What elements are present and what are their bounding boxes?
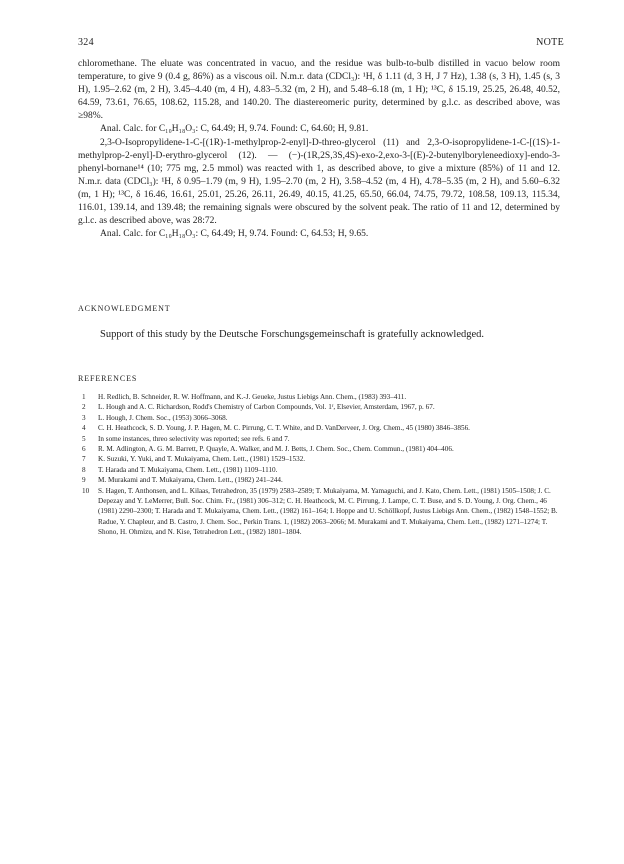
reference-item bbox=[78, 454, 560, 464]
reference-text: K. Suzuki, Y. Yuki, and T. Mukaiyama, Chem. Lett., (1981) 1529–1532. bbox=[98, 455, 306, 464]
reference-item bbox=[78, 486, 560, 538]
reference-text: L. Hough, J. Chem. Soc., (1953) 3066–3068. bbox=[98, 413, 228, 422]
reference-item bbox=[78, 475, 560, 485]
reference-item bbox=[78, 444, 560, 454]
reference-text: H. Redlich, B. Schneider, R. W. Hoffmann, and K.-J. Geueke, Justus Liebigs Ann. Chem., (1983) 393–411. bbox=[98, 393, 407, 401]
reference-text: R. M. Adlington, A. G. M. Barrett, P. Quayle, A. Walker, and M. J. Betts, J. Chem. Soc., Chem. Commun., (1981) 404–406. bbox=[98, 445, 454, 454]
reference-item bbox=[78, 434, 560, 444]
reference-item bbox=[78, 465, 560, 475]
reference-text: T. Harada and T. Mukaiyama, Chem. Lett., (1981) 1109–1110. bbox=[98, 465, 278, 474]
reference-number: 1 bbox=[82, 393, 86, 401]
reference-number: 5 bbox=[82, 434, 86, 443]
reference-number: 9 bbox=[82, 476, 86, 485]
reference-number: 8 bbox=[82, 465, 86, 474]
acknowledgment-text: Support of this study by the Deutsche Forschungsgemeinschaft is gratefully acknowledged. bbox=[100, 329, 485, 340]
reference-text: In some instances, threo selectivity was reported; see refs. 6 and 7. bbox=[98, 434, 290, 443]
running-head: NOTE bbox=[536, 37, 564, 48]
reference-number: 3 bbox=[82, 413, 86, 422]
reference-number: 6 bbox=[82, 445, 86, 454]
reference-text: L. Hough and A. C. Richardson, Rodd's Chemistry of Carbon Compounds, Vol. 1ᶠ, Elsevier, Amsterdam, 1967, p. 67. bbox=[98, 403, 435, 412]
reference-number: 7 bbox=[82, 455, 86, 464]
reference-item bbox=[78, 423, 560, 433]
acknowledgment-heading: ACKNOWLEDGMENT bbox=[78, 304, 171, 313]
reference-number: 10 bbox=[82, 486, 90, 495]
reference-item bbox=[78, 402, 560, 412]
reference-number: 2 bbox=[82, 403, 86, 412]
body-paragraph: Anal. Calc. for C₁₀H₁₈O₃: C, 64.49; H, 9.74. Found: C, 64.53; H, 9.65. bbox=[100, 229, 369, 240]
experimental-section bbox=[78, 58, 560, 241]
body-paragraph: 2,3-O-Isopropylidene-1-C-[(1R)-1-methylprop-2-enyl]-D-threo-glycerol (11) and 2,3-O-isopropylidene-1-C-[(1S)-1-methylprop-2-enyl]-D-erythro-glycerol (12). — (−)-(1R,2S,3S,4S)-exo-2,exo-3-[(E)-2-butenylboryleneedioxy]-endo-3-phenyl-bornane¹⁴ (10; 775 mg, 2.5 mmol) was reacted with 1, as described above, to give a mixture (85%) of 11 and 12. N.m.r. data (CDCl₃): ¹H, δ 0.95–1.79 (m, 9 H), 1.95–2.70 (m, 2 H), 3.58–4.52 (m, 4 H), 4.78–5.35 (m, 2 H), and 5.60–6.32 (m, 1 H); ¹³C, δ 16.46, 16.61, 25.01, 25.26, 26.11, 26.49, 40.15, 41.25, 65.50, 66.04, 74.75, 79.72, 108.58, 109.13, 115.34, 116.01, 139.14, and 139.48; the remaining signals were obscured by the solvent peak. The ratio of 11 and 12, determined by g.l.c. as described above, was 28:72. bbox=[78, 137, 560, 227]
reference-item bbox=[78, 392, 560, 402]
reference-text: M. Murakami and T. Mukaiyama, Chem. Lett., (1982) 241–244. bbox=[98, 476, 283, 485]
reference-item bbox=[78, 413, 560, 423]
reference-text: C. H. Heathcock, S. D. Young, J. P. Hagen, M. C. Pirrung, C. T. White, and D. VanDerveer, J. Org. Chem., 45 (1980) 3846–3856. bbox=[98, 424, 470, 433]
page-number: 324 bbox=[78, 37, 94, 48]
references-heading: REFERENCES bbox=[78, 374, 138, 383]
body-paragraph: chloromethane. The eluate was concentrated in vacuo, and the residue was bulb-to-bulb distilled in vacuo below room temperature, to give 9 (0.4 g, 86%) as a viscous oil. N.m.r. data (CDCl₃): ¹H, δ 1.11 (d, 3 H, J 7 Hz), 1.38 (s, 3 H), 1.45 (s, 3 H), 1.95–2.62 (m, 2 H), 3.45–4.40 (m, 4 H), 4.83–5.32 (m, 2 H), and 5.48–6.18 (m, 1 H); ¹³C, δ 15.19, 25.25, 26.48, 40.52, 64.59, 73.61, 76.65, 108.62, 115.28, and 140.20. The diastereomeric purity, determined by g.l.c. as described above, was ≥98%. bbox=[78, 59, 560, 122]
references-list bbox=[78, 392, 560, 538]
body-paragraph: Anal. Calc. for C₁₀H₁₈O₃: C, 64.49; H, 9.74. Found: C, 64.60; H, 9.81. bbox=[100, 124, 369, 135]
reference-number: 4 bbox=[82, 424, 86, 433]
reference-text: S. Hagen, T. Anthonsen, and L. Kilaas, Tetrahedron, 35 (1979) 2583–2589; T. Mukaiyama, M. Yamaguchi, and J. Kato, Chem. Lett., (1981) 1505–1508; J. C. Depezay and Y. LeMerrer, Bull. Soc. Chim. Fr., (1981) 306–312; C. H. Heathcock, M. C. Pirrung, J. Lampe, C. T. Buse, and S. D. Young, J. Org. Chem., 46 (1981) 2290–2300; T. Harada and T. Mukaiyama, Chem. Lett., (1982) 161–164; I. Hoppe and U. Schöllkopf, Justus Liebigs Ann. Chem., (1982) 1548–1552; B. Radue, Y. Chapleur, and B. Castro, J. Chem. Soc., Perkin Trans. 1, (1982) 2063–2066; M. Murakami and T. Mukaiyama, Chem. Lett., (1982) 1271–1274; T. Shono, H. Ohmizu, and N. Kise, Tetrahedron Lett., (1982) 1801–1804. bbox=[98, 486, 558, 537]
